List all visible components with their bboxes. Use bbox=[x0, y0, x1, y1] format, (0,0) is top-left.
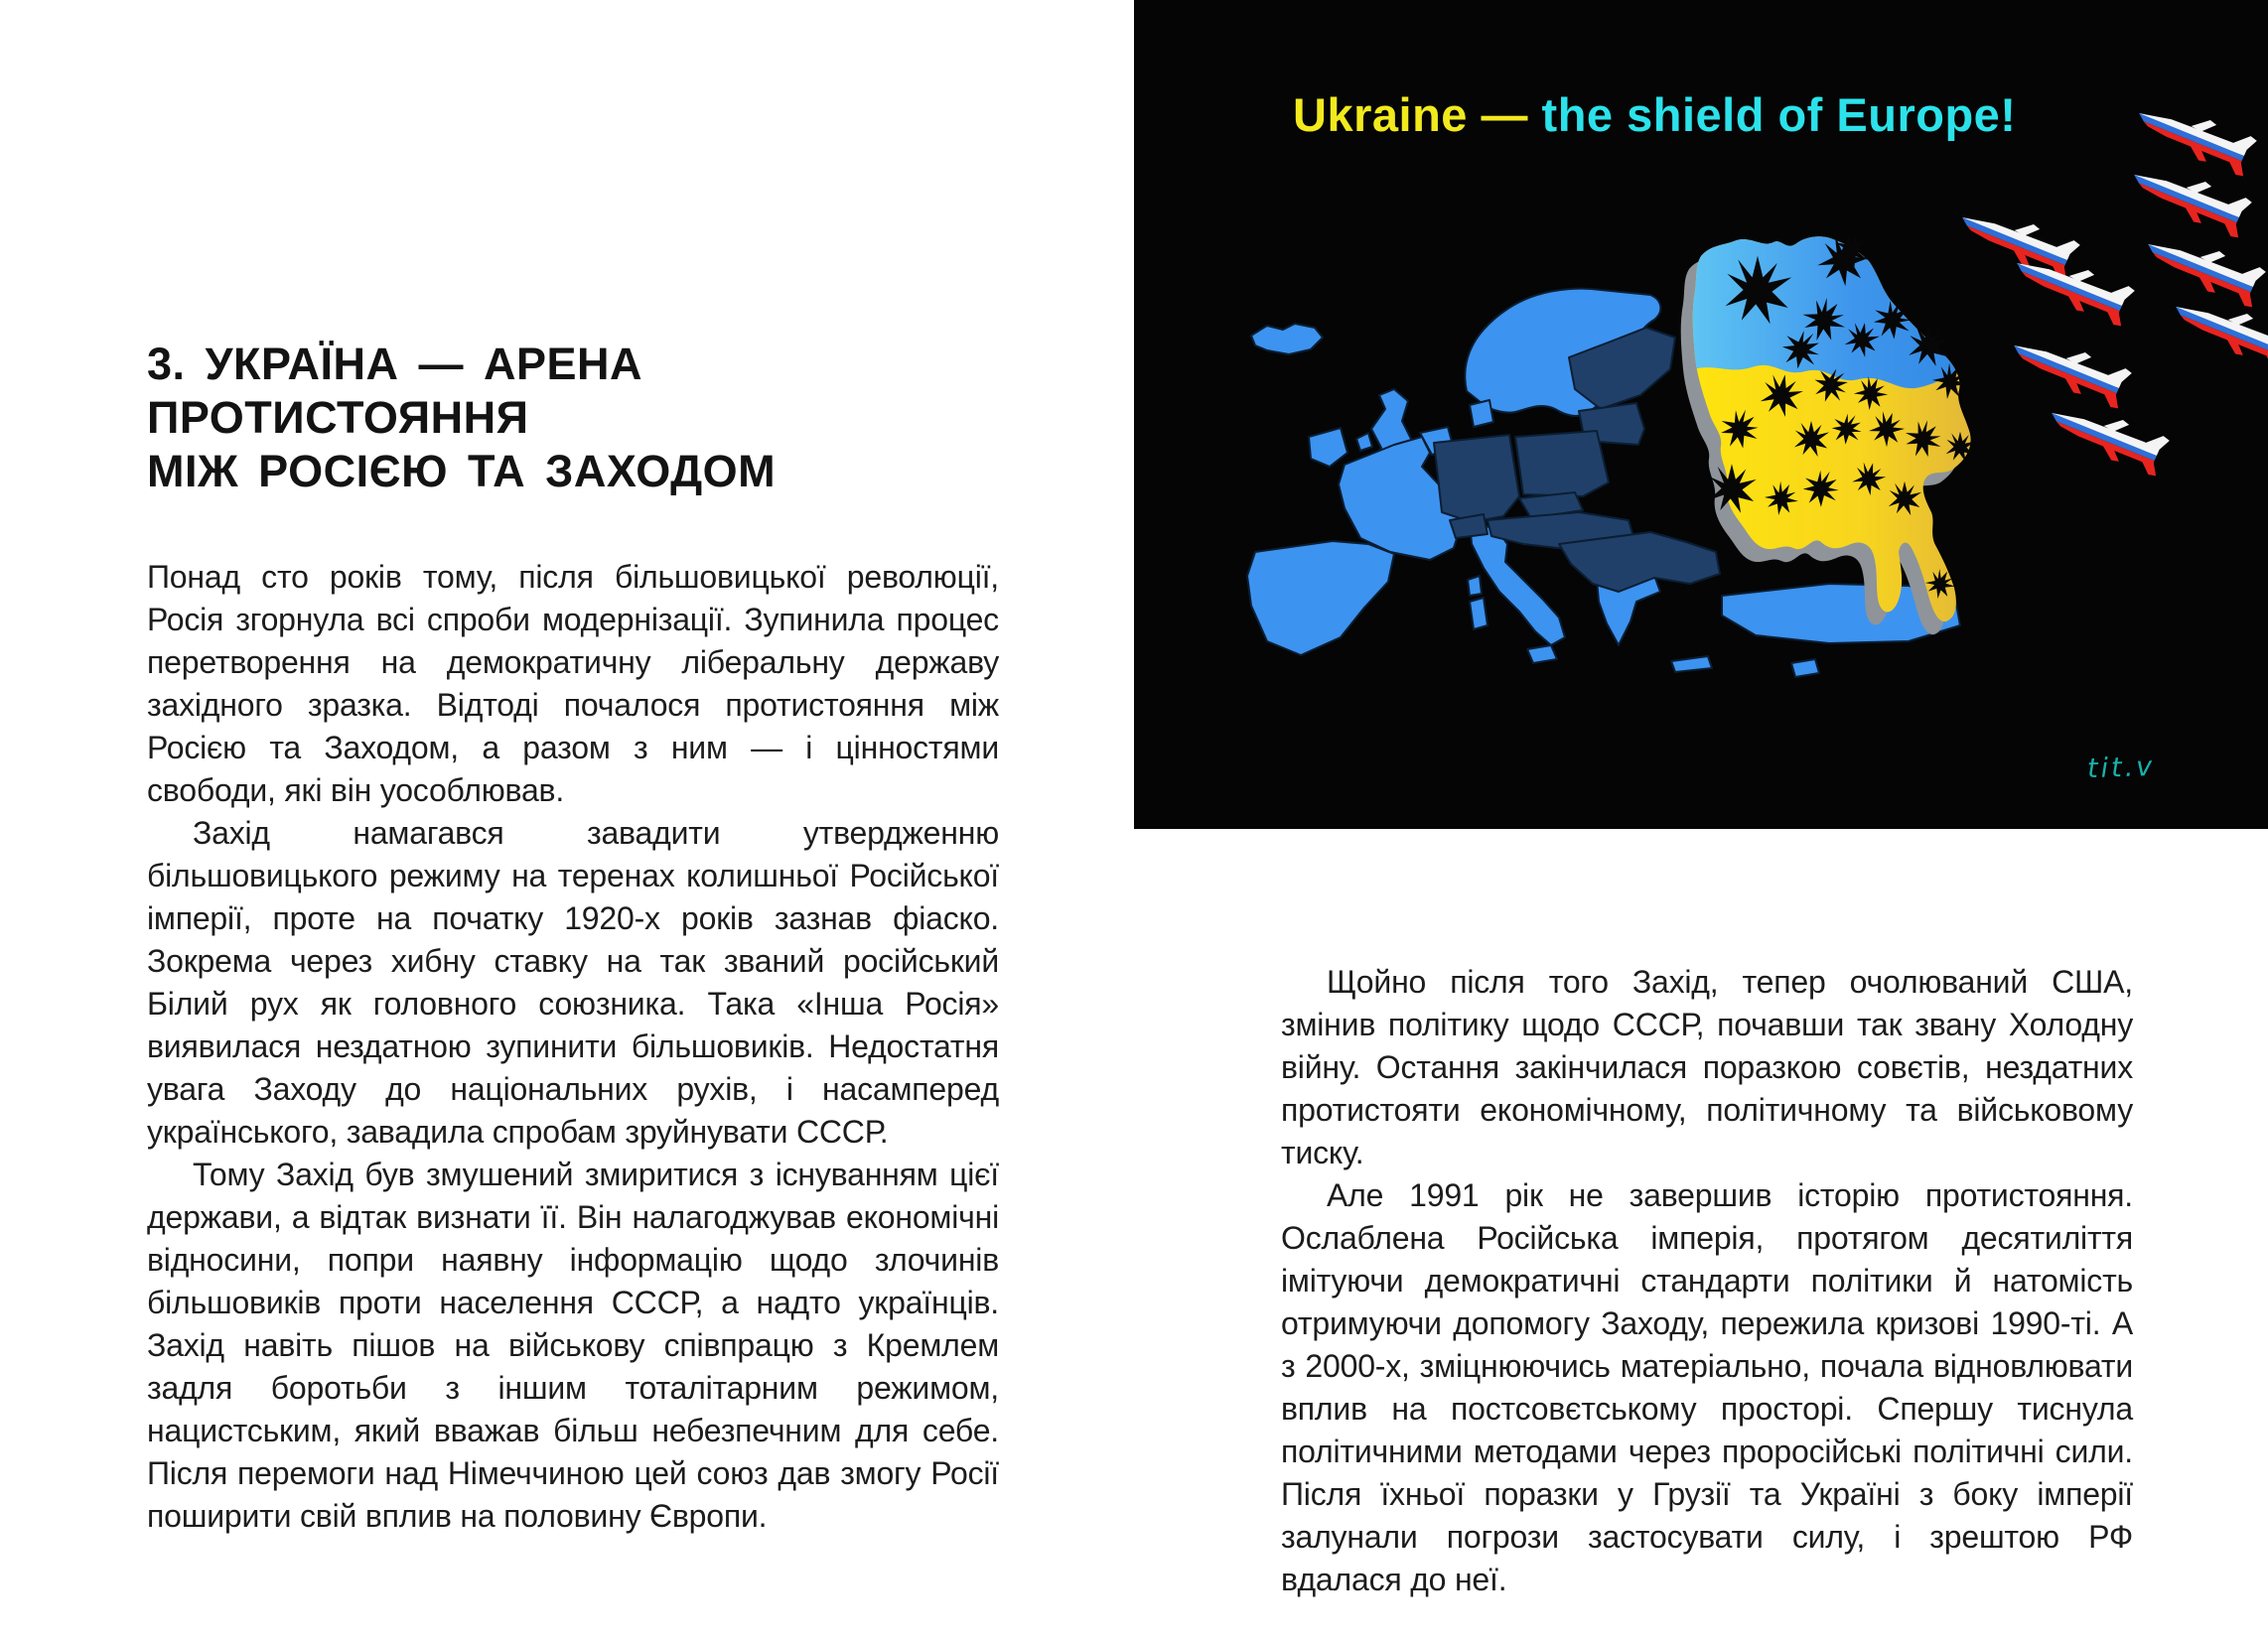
right-body-text bbox=[1281, 961, 2133, 1601]
chapter-heading-line1: 3. УКРАЇНА — АРЕНА ПРОТИСТОЯННЯ bbox=[147, 339, 642, 443]
missile-icon bbox=[2006, 323, 2134, 411]
paragraph: Тому Захід був змушений змиритися з існуванням цієї держави, а відтак визнати її. Він налагоджував економічні відносини, попри наявну інформацію щодо злочинів більшовиків проти населення СССР, а надто українців. Захід навіть пішов на військову співпрацю з Кремлем задля боротьби з іншим тоталітарним режимом, нацистським, який вважав більш небезпечним для себе. Після перемоги над Німеччиною цей союз дав змогу Росії поширити свій вплив на половину Європи. bbox=[147, 1157, 999, 1534]
country-iberia bbox=[1247, 541, 1394, 655]
poster-title-ukraine: Ukraine — bbox=[1293, 88, 1542, 141]
country-denmark bbox=[1470, 400, 1493, 427]
island-crete bbox=[1671, 656, 1712, 672]
ukraine-blue-field bbox=[1670, 218, 1998, 388]
country-poland bbox=[1515, 431, 1609, 496]
chapter-heading bbox=[147, 338, 1021, 498]
island-corsica bbox=[1468, 576, 1482, 596]
island-sicily bbox=[1527, 645, 1557, 663]
poster-illustration bbox=[1134, 0, 2268, 829]
paragraph: Щойно після того Захід, тепер очолюваний США, змінив політику щодо СССР, почавши так звану Холодну війну. Остання закінчилася поразкою совєтів, нездатних протистояти економічному, політичному та військовому тиску. bbox=[1281, 964, 2133, 1170]
left-body-text bbox=[147, 556, 999, 1538]
poster-title bbox=[1293, 87, 2266, 142]
missiles bbox=[1954, 90, 2268, 479]
missile-icon bbox=[2168, 284, 2268, 372]
missile-icon bbox=[2140, 221, 2268, 310]
country-ireland bbox=[1309, 428, 1347, 467]
country-iceland bbox=[1251, 324, 1323, 354]
island-sardinia bbox=[1470, 598, 1488, 629]
paragraph: Але 1991 рік не завершив історію протистояння. Ослаблена Російська імперія, протягом десятиліття імітуючи демократичні стандарти політики й натомість отримуючи допомогу Заходу, пережила кризові 1990-ті. А з 2000-х, зміцнюючись матеріально, почала відновлювати вплив на постсовєтському просторі. Спершу тиснула політичними методами через проросійські політичні сили. Після їхньої поразки у Грузії та Україні з боку імперії залунали погрози застосувати силу, і зрештою РФ вдалася до неї. bbox=[1281, 1177, 2133, 1597]
country-balkans bbox=[1559, 532, 1720, 592]
island-cyprus bbox=[1791, 659, 1819, 677]
country-northern-ireland bbox=[1356, 433, 1372, 451]
missile-icon bbox=[1954, 195, 2082, 283]
paragraph: Захід намагався завадити утвердженню більшовицького режиму на теренах колишньої Російської імперії, проте на початку 1920-х років зазнав фіаско. Зокрема через хибну ставку на так званий російський Білий рух як головного союзника. Така «Інша Росія» виявилася нездатною зупинити більшовиків. Недостатня увага Заходу до національних рухів, і насамперед українського, завадила спробам зруйнувати СССР. bbox=[147, 815, 999, 1150]
chapter-heading-line2: МІЖ РОСІЄЮ ТА ЗАХОДОМ bbox=[147, 446, 777, 496]
missile-icon bbox=[2044, 390, 2172, 479]
poster-title-shield: the shield of Europe! bbox=[1541, 88, 2017, 141]
paragraph: Понад сто років тому, після більшовицької революції, Росія згорнула всі спроби модернізації. Зупинила процес перетворення на демократичну ліберальну державу західного зразка. Відтоді почалося протистояння між Росією та Заходом, а разом з ним — і цінностями свободи, які він уособлював. bbox=[147, 559, 999, 808]
artist-signature: tit.v bbox=[2086, 751, 2156, 785]
country-germany bbox=[1434, 435, 1519, 522]
